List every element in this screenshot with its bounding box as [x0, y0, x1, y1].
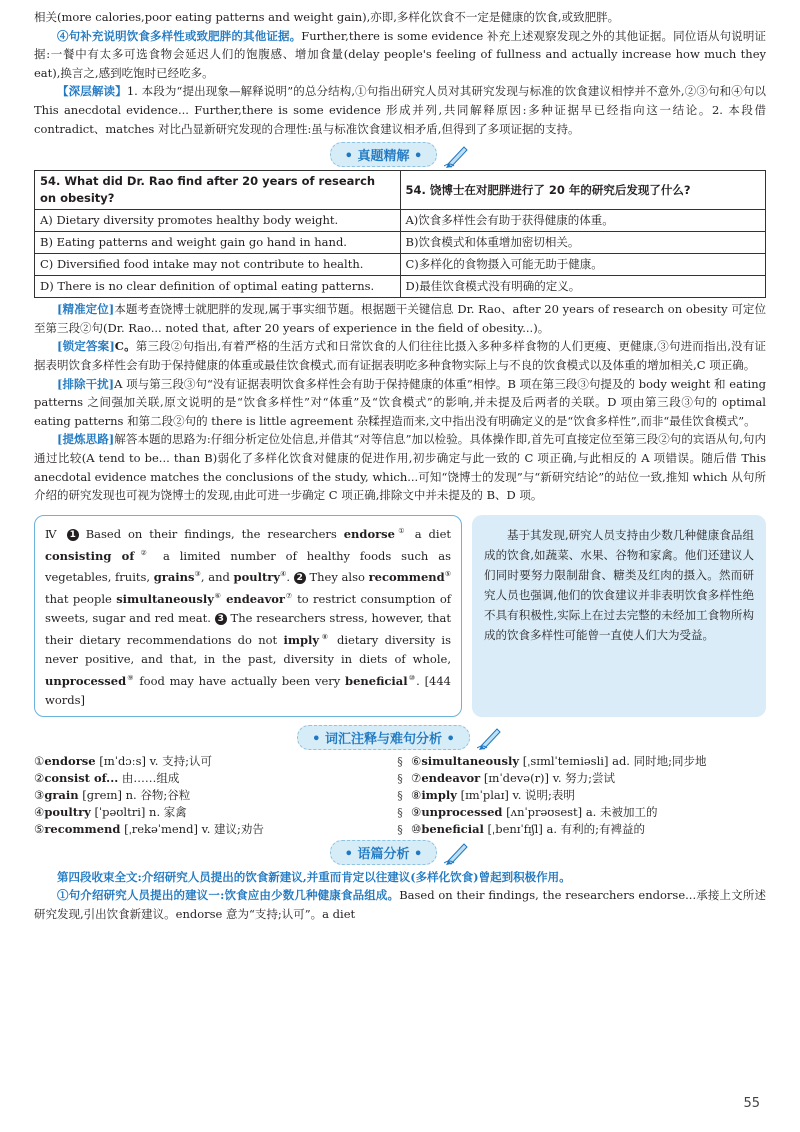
vocab-word: consist of...	[44, 770, 119, 785]
discourse-sub-heading: ①句介绍研究人员提出的建议一:饮食应由少数几种健康食品组成。	[57, 888, 400, 903]
section-title-vocab: • 词汇注释与难句分析 •	[297, 725, 470, 750]
vocab-def: [ˌsɪmlˈteɪniəsli] ad. 同时地;同步地	[519, 753, 707, 768]
intro-note	[34, 27, 766, 83]
option-zh: A)饮食多样性会有助于获得健康的体重。	[400, 210, 766, 232]
option-zh: B)饮食模式和体重增加密切相关。	[400, 232, 766, 254]
intro-note-text: Further,there is some evidence 补充上述观察发现之外的其他证据。同位语从句说明证据:一餐中有太多可选食物会延迟人们的饱腹感、增加食量(delay people's feeling of fullness and actually increase how much they eat),换言之,感到吃饱时已经吃多。	[34, 28, 766, 80]
vocab-item	[411, 804, 766, 821]
vocab-term: imply	[283, 632, 320, 647]
passage-block	[34, 515, 766, 717]
vocab-num: ②	[34, 770, 45, 785]
passage-text: dietary diversity is never positive, and that, in the past, diversity in diets of whole,	[45, 632, 452, 666]
vocab-word: beneficial	[421, 821, 484, 836]
vocab-word: endorse	[44, 753, 96, 768]
section-title-discourse: • 语篇分析 •	[330, 840, 438, 865]
analysis-answer-key: C。	[114, 339, 136, 354]
analysis-distractors-text: A 项与第三段③句“没有证据表明饮食多样性会有助于保持健康的体重”相悖。B 项在第三段③句提及的 body weight 和 eating patterns 之间强加关联,原文说明的是“饮食多样性”对“体重”及“饮食模式”的影响,并未提及后两者的关联。D 项由第三段③句的 optimal eating patterns 和第二段②句的 there is little agreement 杂糅捏造而来,文中指出没有明确定义的是“饮食多样性”,而非“最佳饮食模式”。	[34, 376, 766, 428]
vocab-num: ⑦	[411, 770, 422, 785]
vocab-item	[34, 770, 389, 787]
analysis-approach-label: [提炼思路]	[57, 432, 115, 447]
section-title-row	[34, 840, 766, 866]
vocab-def: [ˌrekəˈmend] v. 建议;劝告	[120, 821, 264, 836]
analysis-locate	[34, 300, 766, 337]
vocab-def: [ʌnˈprəʊsest] a. 未被加工的	[502, 804, 658, 819]
option-en: C) Diversified food intake may not contribute to health.	[35, 254, 401, 276]
vocab-num: ①	[34, 753, 45, 768]
option-en: A) Dietary diversity promotes healthy body weight.	[35, 210, 401, 232]
pen-icon	[477, 726, 503, 750]
question-zh: 54. 饶博士在对肥胖进行了 20 年的研究后发现了什么?	[400, 171, 766, 210]
passage-text: They also	[309, 570, 369, 585]
vocab-list	[34, 753, 766, 838]
analysis-locate-text: 本题考查饶博士就肥胖的发现,属于事实细节题。根据题干关键信息 Dr. Rao、after 20 years of research on obesity 可定位至第三段②句(Dr. Rao... noted that, after 20 years of experience in the field of obesity...)。	[34, 302, 766, 335]
passage-text: . [444 words]	[45, 673, 452, 707]
deep-reading	[34, 82, 766, 138]
vocab-num: ⑨	[411, 804, 422, 819]
paragraph-roman-numeral: Ⅳ	[45, 526, 60, 541]
pen-icon	[444, 841, 470, 865]
analysis-approach-text: 解答本题的思路为:仔细分析定位处信息,并借其“对等信息”加以检验。具体操作即,首先可直接定位至第三段②句的宾语从句,句内通过比较(A tend to be... than B)弱化了多样化饮食对健康的促进作用,初步确定与此一致的 C 项正确,与此相反的 A 项错误。随后借 This anecdotal evidence matches the conclusions of the study, which...可知“饶博士的发现”与“新研究结论”的站位一致,推知 which 从句所介绍的研究发现也可视为饶博士的发现,由此可进一步确定 C 项正确,排除文中并未提及的 B、D 项。	[34, 432, 766, 503]
vocab-column-right	[411, 753, 766, 838]
vocab-num: ④	[34, 804, 45, 819]
vocab-divider: § § § § §	[397, 754, 403, 836]
vocab-def: [ɪnˈdevə(r)] v. 努力;尝试	[480, 770, 616, 785]
passage-text: to restrict consumption of sweets, sugar and red meat.	[45, 592, 452, 625]
vocab-word: unprocessed	[421, 804, 503, 819]
analysis-locate-label: [精准定位]	[57, 302, 115, 317]
intro-note-heading: ④句补充说明饮食多样性或致肥胖的其他证据。	[57, 28, 302, 43]
passage-text: Based on their findings, the researchers	[85, 526, 344, 541]
vocab-term: recommend	[368, 570, 445, 585]
passage-text: a limited number of healthy foods such as vegetables, fruits,	[45, 548, 452, 585]
passage-text: a diet	[407, 526, 452, 541]
vocab-item	[411, 787, 766, 804]
vocab-word: grain	[44, 787, 79, 802]
discourse-heading: 第四段收束全文:介绍研究人员提出的饮食新建议,并重而肯定以往建议(多样化饮食)曾起到积极作用。	[57, 869, 571, 884]
vocab-word: simultaneously	[421, 753, 520, 768]
option-en: B) Eating patterns and weight gain go hand in hand.	[35, 232, 401, 254]
vocab-term: endorse	[343, 526, 395, 541]
vocab-def: [ɪnˈdɔːs] v. 支持;认可	[95, 753, 212, 768]
vocab-num: ③	[34, 787, 45, 802]
option-zh: C)多样化的食物摄入可能无助于健康。	[400, 254, 766, 276]
question-table	[34, 170, 766, 298]
option-row	[35, 210, 766, 232]
passage-text: , and	[200, 570, 234, 585]
sentence-marker: 1	[67, 529, 79, 541]
option-en: D) There is no clear definition of optimal eating patterns.	[35, 276, 401, 298]
option-row	[35, 232, 766, 254]
vocab-item	[34, 787, 389, 804]
passage-chinese	[472, 515, 766, 717]
vocab-num: ⑥	[411, 753, 422, 768]
vocab-num: ⑩	[411, 821, 422, 836]
sentence-marker: 2	[294, 572, 306, 584]
vocab-def: [ˌbenɪˈfɪʃl] a. 有利的;有裨益的	[483, 821, 646, 836]
vocab-item	[34, 821, 389, 838]
vocab-term: grains	[153, 570, 195, 585]
page-content	[34, 8, 766, 923]
vocab-term: consisting of	[45, 548, 135, 563]
analysis-answer-label: [锁定答案]	[57, 339, 115, 354]
passage-english: Ⅳ 1 Based on their findings, the researchers endorse① a diet consisting of② a limited number of healthy foods such as vegetables, fruits, grains③, and poultry④. 2 They also recommend⑤ that people simultaneously⑥ endeavor⑦ to restrict consumption of sweets, sugar and red meat. 3 The researchers stress, however, that their dietary recommendations do not imply⑧ dietary diversity is never positive, and that, in the past, diversity in diets of whole, unprocessed⑨ food may have actually been very beneficial⑩. [444 words]	[34, 515, 462, 717]
vocab-term: beneficial	[345, 673, 408, 688]
option-row	[35, 276, 766, 298]
vocab-num: ⑤	[34, 821, 45, 836]
page-number: 55	[743, 1096, 760, 1111]
vocab-item	[411, 821, 766, 838]
vocab-num: ⑧	[411, 787, 422, 802]
question-row	[35, 171, 766, 210]
vocab-def: 由……组成	[118, 770, 180, 785]
intro-line: 相关(more calories,poor eating patterns and weight gain),亦即,多样化饮食不一定是健康的饮食,或致肥胖。	[34, 10, 620, 24]
vocab-word: endeavor	[421, 770, 481, 785]
section-title-exam: • 真题精解 •	[330, 142, 438, 167]
vocab-word: recommend	[44, 821, 121, 836]
analysis-distractors-label: [排除干扰]	[57, 376, 115, 391]
section-title-row	[34, 725, 766, 751]
passage-text: food may have actually been very	[134, 673, 346, 688]
discourse-sub-text: Based on their findings, the researchers endorse...承接上文所述研究发现,引出饮食新建议。endorse 意为“支持;认可”。a diet	[34, 888, 766, 921]
vocab-def: [ɪmˈplaɪ] v. 说明;表明	[456, 787, 575, 802]
pen-icon	[444, 144, 470, 168]
vocab-word: imply	[421, 787, 457, 802]
passage-text: The researchers stress, however, that their dietary recommendations do not	[45, 611, 452, 647]
deep-reading-text: 1. 本段为“提出现象—解释说明”的总分结构,①句指出研究人员对其研究发现与标准的饮食建议相悖并不意外,②③句和④句以 This anecdotal evidence... Further,there is some evidence 形成并列,共同解释原因:多种证据早已经指向这一结论。2. 本段借 contradict、matches 对比凸显新研究发现的合理性:虽与标准饮食建议相矛盾,但得到了多项证据的支持。	[34, 84, 766, 136]
vocab-term: unprocessed	[45, 673, 127, 688]
vocab-term: endeavor	[226, 592, 285, 606]
discourse-text	[34, 886, 766, 923]
analysis-approach	[34, 430, 766, 504]
analysis-answer	[34, 337, 766, 374]
passage-text: .	[286, 570, 294, 585]
vocab-def: [ɡreɪn] n. 谷物;谷粒	[78, 787, 191, 802]
vocab-term: simultaneously	[116, 592, 214, 606]
section-title-row	[34, 142, 766, 168]
vocab-word: poultry	[44, 804, 91, 819]
vocab-item	[34, 753, 389, 770]
vocab-term: poultry	[233, 570, 281, 585]
vocab-item	[411, 770, 766, 787]
passage-translation: 基于其发现,研究人员支持由少数几种健康食品组成的饮食,如蔬菜、水果、谷物和家禽。他们还建议人们同时要努力限制甜食、糖类及红肉的摄入。然而研究人员也强调,他们的饮食建议并非表明饮食多样性绝不具有积极性,实际上在过去完整的未经加工食物所构成的饮食多样性可能曾一直使人们大为受益。	[484, 527, 754, 642]
option-zh: D)最佳饮食模式没有明确的定义。	[400, 276, 766, 298]
vocab-item	[411, 753, 766, 770]
vocab-column-left	[34, 753, 389, 838]
analysis-distractors	[34, 375, 766, 431]
option-row	[35, 254, 766, 276]
analysis-answer-text: 第三段②句指出,有着严格的生活方式和日常饮食的人们往往比摄入多种多样食物的人们更瘦、更健康,③句进而指出,没有证据表明饮食多样性会有助于保持健康的体重或最佳饮食模式,而有证据表明吃多种食物实际上与不良的饮食模式以及体重的增加相关,C 项正确。	[34, 339, 767, 372]
vocab-def: [ˈpəʊltri] n. 家禽	[90, 804, 187, 819]
passage-text: that people	[45, 592, 117, 606]
sentence-marker: 3	[215, 613, 227, 625]
vocab-item	[34, 804, 389, 821]
question-en: 54. What did Dr. Rao find after 20 years of research on obesity?	[35, 171, 401, 210]
deep-reading-label: 【深层解读】	[57, 84, 127, 99]
